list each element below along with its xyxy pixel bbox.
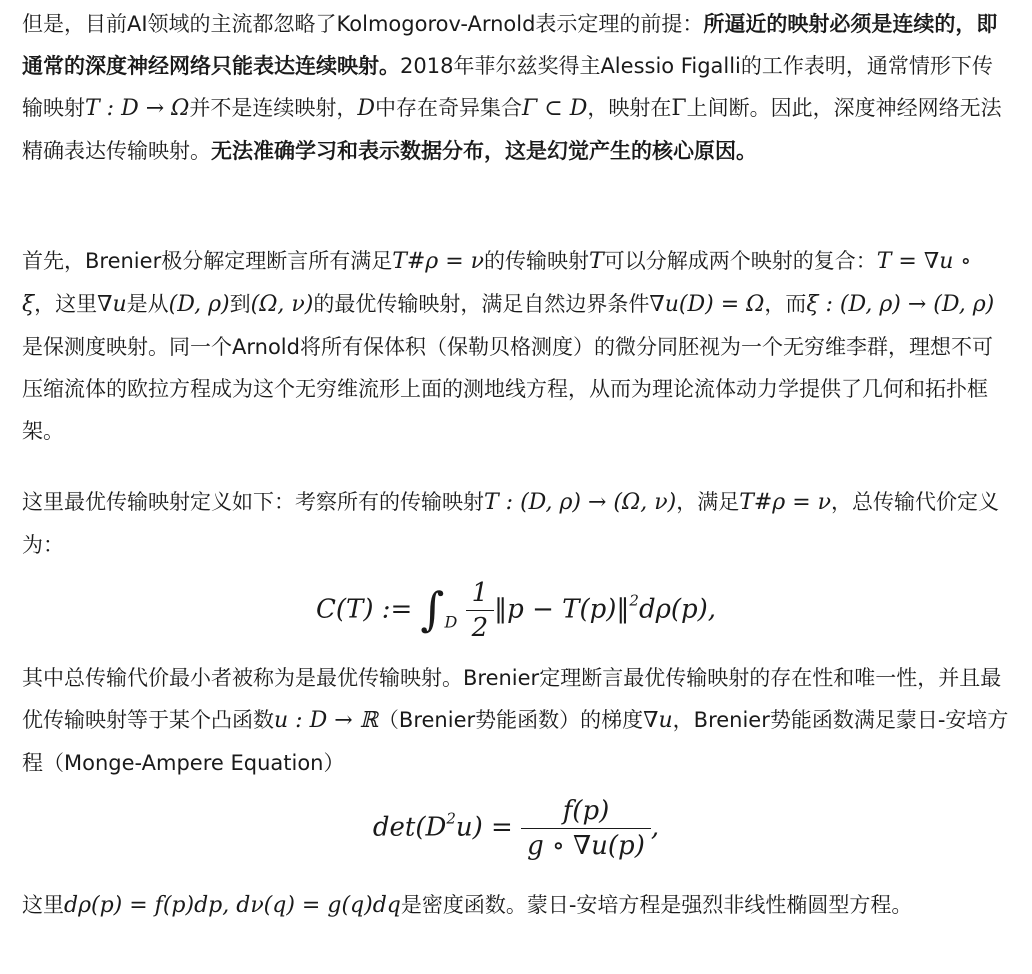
text-run: 上间断。因此，深度神经网络无法精确表达传输映射。 [22, 96, 1002, 163]
equation-lhs: C(T) := [315, 594, 421, 625]
math-inline: T [589, 249, 604, 274]
fraction [521, 796, 651, 861]
text-run: 的传输映射 [484, 249, 590, 273]
paragraph-kolmogorov-arnold [22, 3, 1010, 172]
text-run: ，而 [764, 292, 807, 316]
text-run: 到 [229, 292, 251, 316]
math-inline: ∇u(D) = Ω [649, 292, 765, 317]
text-run: 是密度函数。蒙日-安培方程是强烈非线性椭圆型方程。 [400, 893, 913, 917]
math-inline: T : D → Ω [85, 96, 190, 121]
text-run: ，总传输代价定义为： [22, 490, 1000, 557]
math-inline: u : D → ℝ [274, 708, 378, 733]
text-run: 的最优传输映射，满足自然边界条件 [313, 292, 650, 316]
math-inline: T#ρ = ν [392, 249, 485, 274]
text-run: ，满足 [676, 490, 740, 514]
superscript: 2 [629, 591, 639, 610]
paragraph-brenier-theorem [22, 657, 1010, 784]
text-run: 这里最优传输映射定义如下：考察所有的传输映射 [22, 490, 484, 514]
text-run: ，这里 [34, 292, 98, 316]
text-run: 并不是连续映射， [189, 96, 358, 120]
fraction-denominator: g ∘ ∇u(p) [527, 831, 645, 861]
math-inline: Γ [671, 96, 687, 121]
math-inline: (Ω, ν) [250, 292, 314, 317]
math-inline: dρ(p) = f(p)dp, dν(q) = g(q)dq [64, 893, 401, 918]
fraction [466, 578, 495, 643]
paragraph-ot-definition [22, 481, 1010, 566]
bold-text-run: 所逼近的映射必须是连续的，即通常的深度神经网络只能表达连续映射。 [22, 12, 998, 78]
equation-tail: , [650, 812, 660, 843]
fraction-numerator: 1 [466, 578, 495, 611]
equation-lhs: u) = [455, 812, 522, 843]
bold-text-run: 无法准确学习和表示数据分布，这是幻觉产生的核心原因。 [211, 139, 757, 163]
math-inline: T : (D, ρ) → (Ω, ν) [484, 490, 677, 515]
equation-lhs: det(D [372, 812, 447, 843]
equation-norm: ‖p − T(p)‖ [494, 594, 630, 625]
text-run: 其中总传输代价最小者被称为是最优传输映射。Brenier定理断言最优传输映射的存在性和唯一性，并且最优传输映射等于某个凸函数 [22, 666, 1002, 732]
text-run: 2018年菲尔兹奖得主Alessio Figalli的工作表明，通常情形下传输映射 [22, 54, 993, 120]
math-inline: Γ ⊂ D [522, 96, 588, 121]
math-inline: T = ∇u ∘ ξ [22, 249, 972, 317]
text-run: 可以分解成两个映射的复合： [603, 249, 877, 273]
superscript: 2 [446, 809, 456, 828]
text-run: 但是，目前AI领域的主流都忽略了Kolmogorov-Arnold表示定理的前提： [22, 12, 704, 36]
text-run: （Brenier势能函数）的梯度 [377, 708, 644, 732]
text-run: 是保测度映射。同一个Arnold将所有保体积（保勒贝格测度）的微分同胚视为一个无穷维李群，理想不可压缩流体的欧拉方程成为这个无穷维流形上面的测地线方程，从而为理论流体动力学提供了几何和拓扑框架。 [22, 335, 993, 443]
fraction-numerator: f(p) [521, 796, 651, 829]
integral-sign: ∫ [420, 581, 445, 636]
text-run: 是从 [126, 292, 169, 316]
math-inline: ∇u [643, 708, 673, 733]
text-run: ，Brenier势能函数满足蒙日-安培方程（Monge-Ampere Equation） [22, 708, 1009, 775]
math-inline: ξ : (D, ρ) → (D, ρ) [806, 292, 995, 317]
equation-transport-cost [0, 578, 1032, 648]
text-run: ，映射在 [587, 96, 672, 120]
math-inline: (D, ρ) [168, 292, 230, 317]
math-inline: T#ρ = ν [739, 490, 832, 515]
text-run: 首先，Brenier极分解定理断言所有满足 [22, 249, 393, 273]
equation-monge-ampere [0, 796, 1032, 872]
fraction-denominator: 2 [471, 613, 489, 643]
text-run: 这里 [22, 893, 64, 917]
integral-subscript: D [444, 612, 458, 632]
equation-tail: dρ(p), [638, 594, 717, 625]
math-inline: D [357, 96, 376, 121]
math-inline: ∇u [97, 292, 127, 317]
paragraph-density-functions [22, 884, 1010, 927]
text-run: 中存在奇异集合 [375, 96, 523, 120]
paragraph-brenier-polar [22, 240, 1010, 452]
